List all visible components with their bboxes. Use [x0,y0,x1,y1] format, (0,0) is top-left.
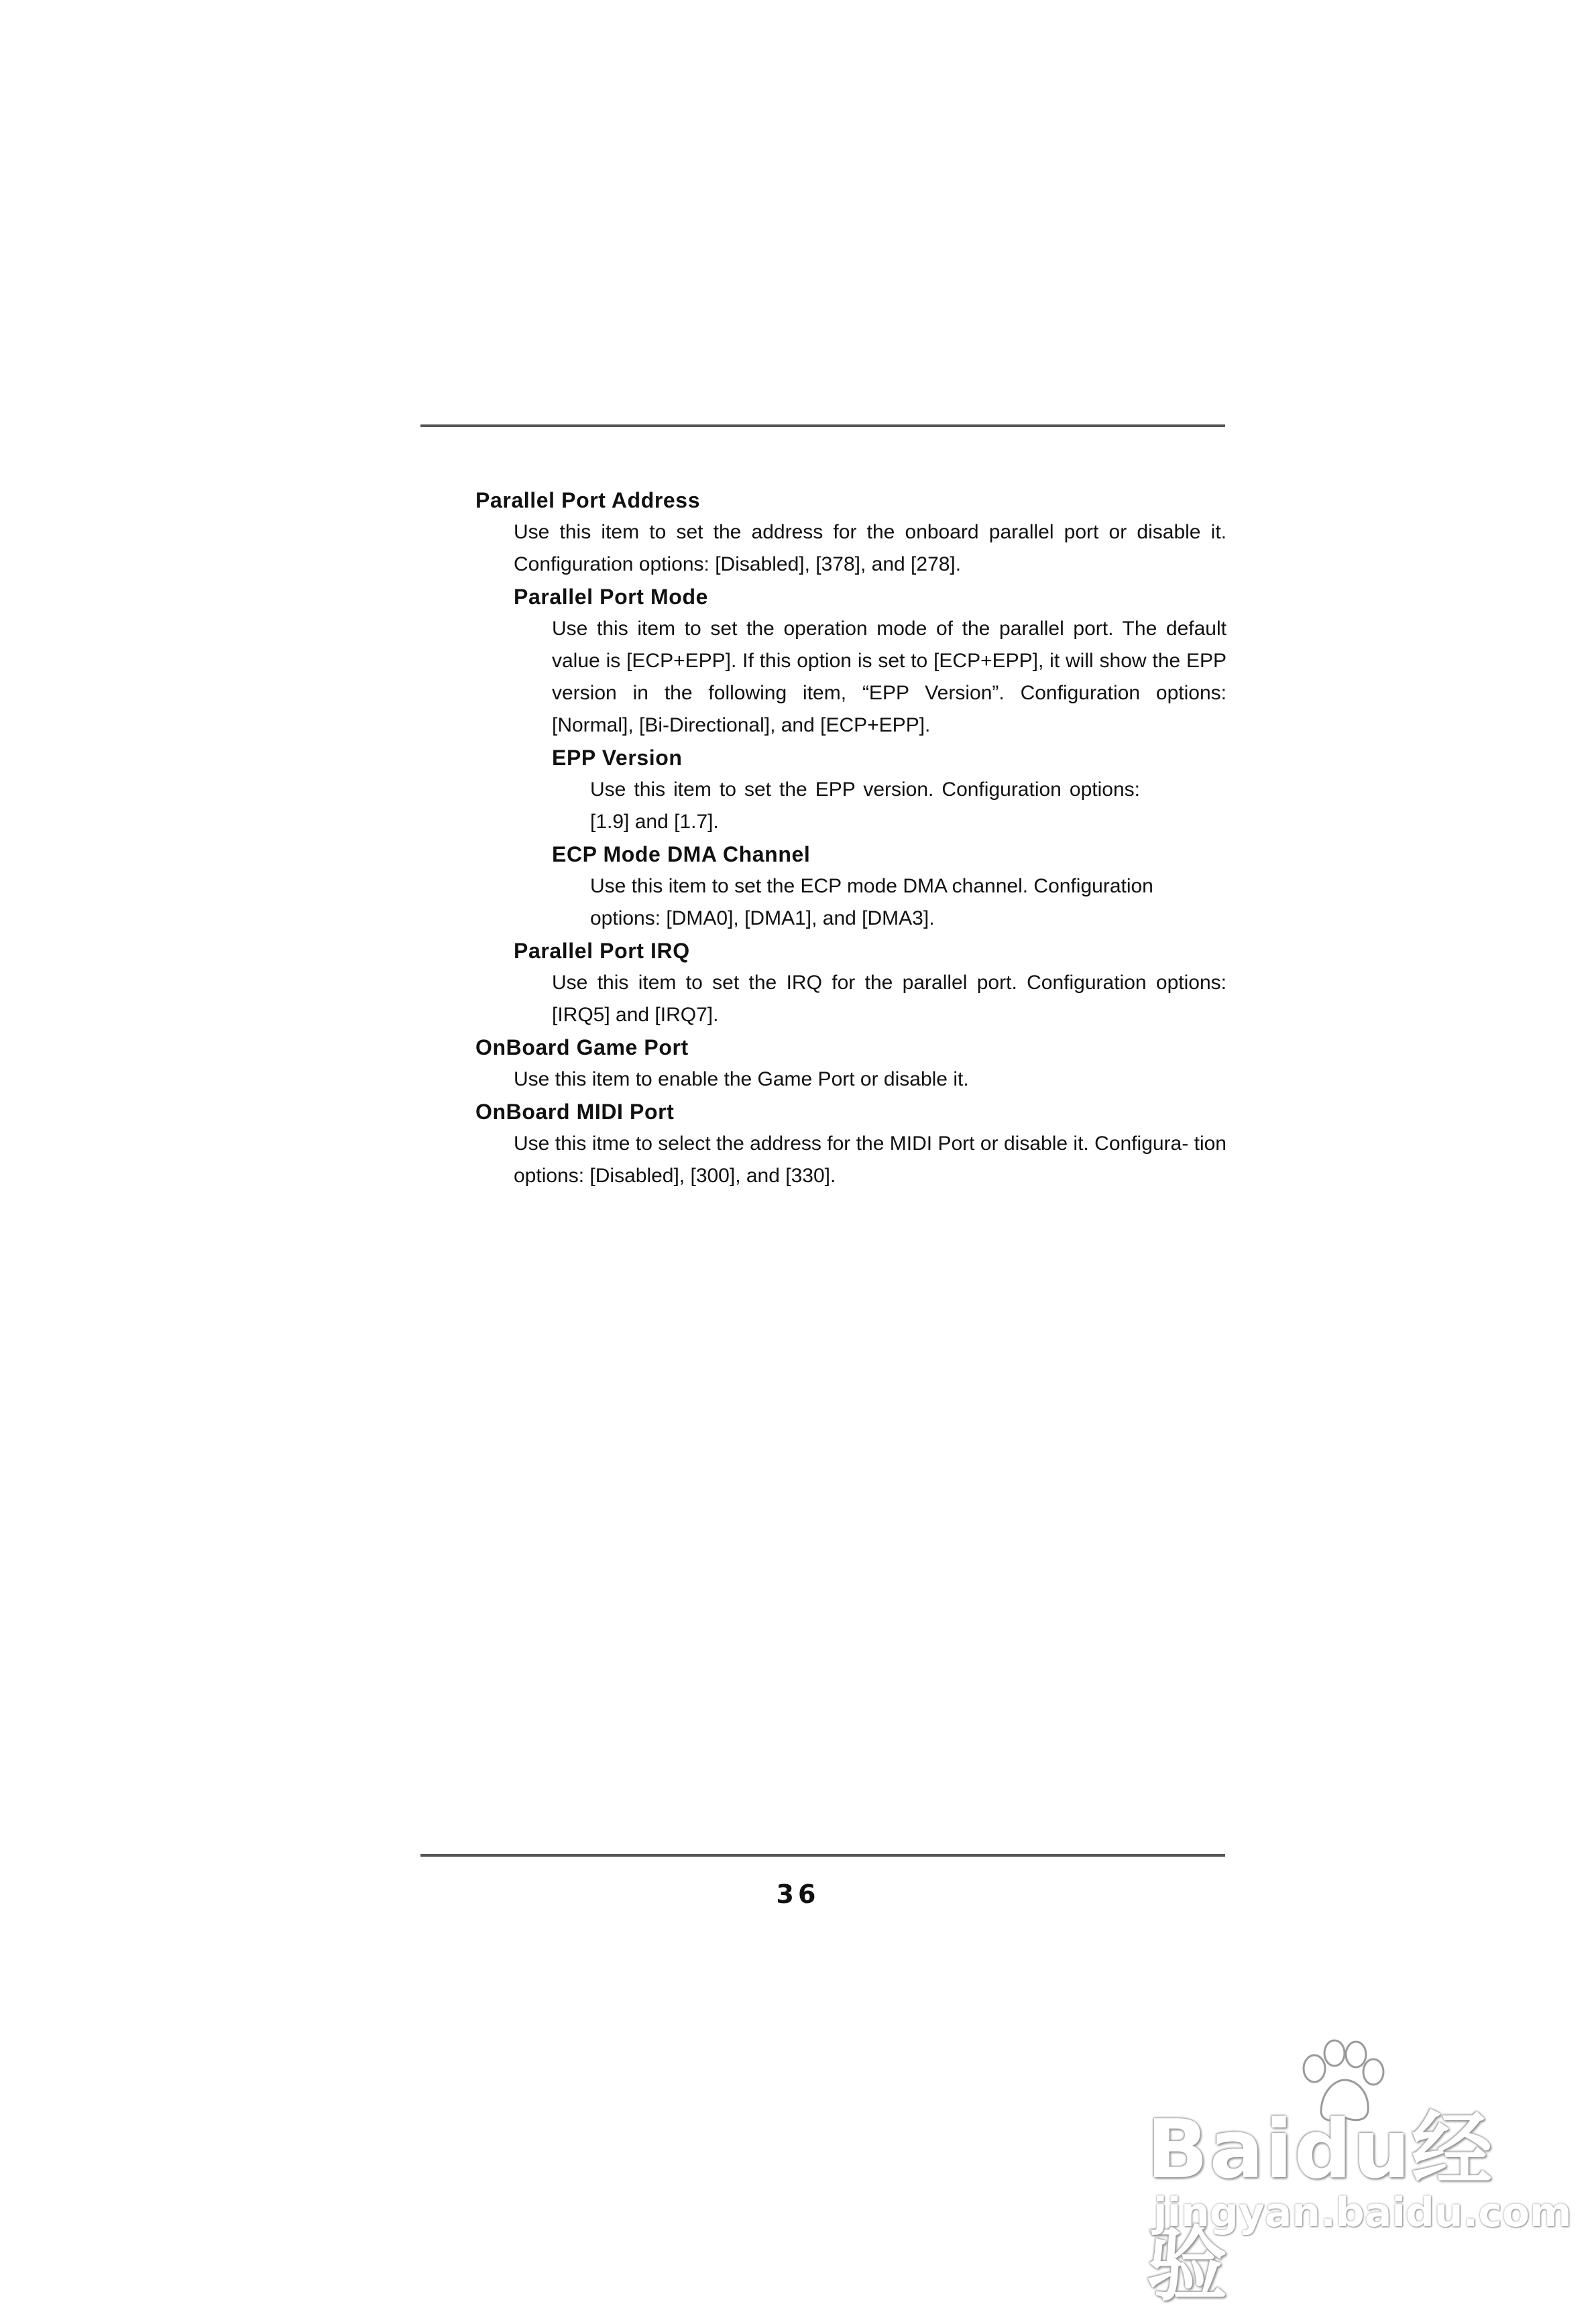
heading-parallel-port-address: Parallel Port Address [475,488,701,512]
heading-parallel-port-irq: Parallel Port IRQ [514,939,690,963]
page-number: 36 [776,1879,820,1909]
watermark-url: jingyan.baidu.com [1153,2189,1572,2236]
watermark-brand: Baidu经验 [1147,2103,1493,2312]
baidu-watermark [1127,2032,1572,2312]
text-ecp-mode-dma-channel: Use this item to set the ECP mode DMA channel. Configuration options: [DMA0], [DMA1], and [DMA3]. [590,875,1153,929]
bottom-rule [420,1854,1225,1857]
heading-ecp-mode-dma-channel: ECP Mode DMA Channel [552,842,811,866]
text-onboard-midi-port: Use this itme to select the address for the MIDI Port or disable it. Configura- tion options: [Disabled], [300], and [330]. [514,1133,1227,1187]
manual-content [475,484,1227,1192]
heading-onboard-midi-port: OnBoard MIDI Port [475,1100,675,1124]
text-parallel-port-irq: Use this item to set the IRQ for the parallel port. Configuration options: [IRQ5] and [IRQ7]. [552,972,1227,1026]
text-epp-version: Use this item to set the EPP version. Configuration options: [1.9] and [1.7]. [590,778,1140,833]
heading-parallel-port-mode: Parallel Port Mode [514,585,708,609]
text-parallel-port-mode: Use this item to set the operation mode of the parallel port. The default value is [ECP+EPP]. If this option is set to [ECP+EPP], it will show the EPP version in the following item, “EPP Version”. Configuration options: [Normal], [Bi-Directional], and [ECP+EPP]. [552,618,1227,736]
heading-epp-version: EPP Version [552,746,683,770]
text-parallel-port-address: Use this item to set the address for the onboard parallel port or disable it. Configuration options: [Disabled], [378], and [278]. [514,521,1227,575]
top-rule [420,424,1225,427]
text-onboard-game-port: Use this item to enable the Game Port or disable it. [514,1068,969,1090]
heading-onboard-game-port: OnBoard Game Port [475,1035,689,1059]
